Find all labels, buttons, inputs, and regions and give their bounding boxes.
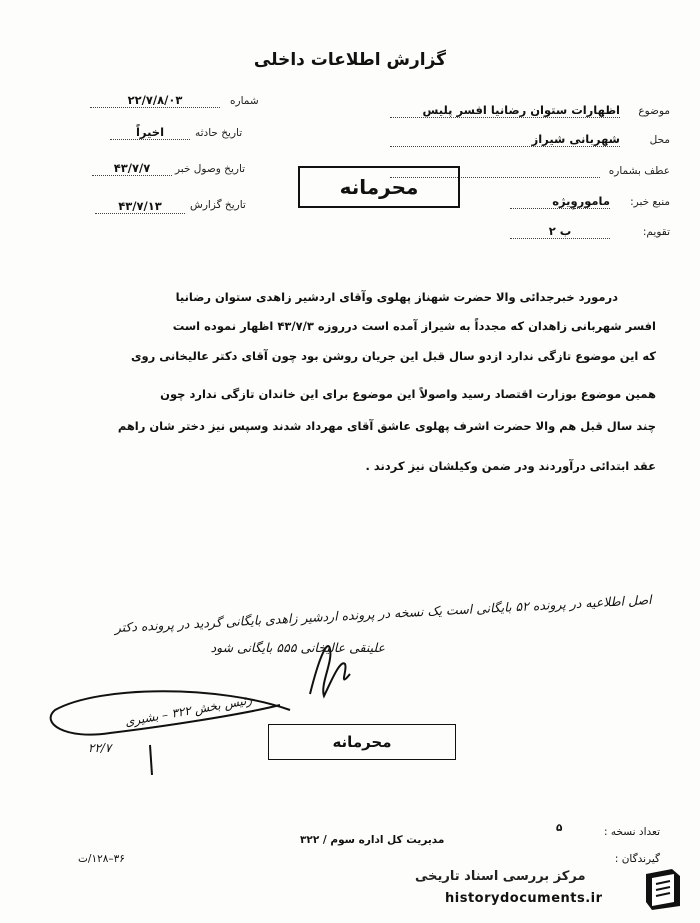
confidential-stamp: محرمانه: [298, 166, 460, 208]
archive-logo-icon: [640, 866, 686, 912]
receipt-date-label: تاریخ وصول خبر: [175, 163, 246, 175]
receipt-date-value: ۴۳/۷/۷: [92, 161, 172, 176]
subject-value: اظهارات ستوان رضانیا افسر پلیس: [390, 103, 620, 118]
number-value: ۲۲/۷/۸/۰۳: [90, 93, 220, 108]
source-value: ماموروِیژه: [510, 194, 610, 209]
subject-label: موضوع: [638, 105, 670, 117]
document-number: ۳۶–۱۲۸/ت: [78, 853, 125, 865]
handwritten-line: علینقی عالیخانی ۵۵۵ بایگانی شود: [210, 640, 385, 655]
confidential-stamp-bottom: محرمانه: [268, 724, 456, 760]
handwritten-line: اصل اطلاعیه در پرونده ۵۲ بایگانی است یک نسخه در پرونده اردشیر زاهدی بایگانی گردید در پرونده دکتر: [114, 592, 653, 636]
copies-label: تعداد نسخه :: [603, 826, 660, 838]
number-label: شماره: [230, 95, 259, 107]
body-line: افسر شهربانی زاهدان که مجدداً به شیراز آمده است درروزه ۴۳/۷/۳ اظهار نموده است: [172, 319, 656, 333]
rating-value: ب ۲: [510, 224, 610, 239]
signature-date: ۲۲/۷: [88, 741, 112, 755]
body-line: عقد ابتدائی درآوردند ودر ضمن وکیلشان نیز کردند .: [365, 459, 656, 473]
report-title: گزارش اطلاعات داخلی: [253, 50, 447, 70]
copies-value: ۵: [556, 822, 563, 834]
watermark-text: مرکز بررسی اسناد تاریخی: [415, 869, 586, 884]
body-line: درمورد خبرجدائی والا حضرت شهناز پهلوی وآقای اردشیر زاهدی ستوان رضانیا: [175, 290, 618, 304]
reference-label: عطف بشماره: [608, 165, 670, 177]
body-line: چند سال قبل هم والا حضرت اشرف پهلوی عاشق آقای مهرداد شدند وسپس نیز دختر شان راهم: [117, 419, 656, 433]
rating-label: تقویم:: [642, 226, 670, 238]
location-value: شهربانی شیراز: [390, 132, 620, 147]
incident-date-value: اخیراً: [110, 125, 190, 140]
recipients-label: گیرندگان :: [614, 853, 660, 865]
body-line: که این موضوع تازگی ندارد ازدو سال قبل این جریان روشن بود چون آقای دکتر عالیخانی روی: [130, 349, 656, 363]
recipient-value: مدیریت کل اداره سوم / ۳۲۲: [300, 834, 445, 846]
watermark-url: historydocuments.ir: [445, 891, 603, 906]
report-date-value: ۴۳/۷/۱۳: [95, 199, 185, 214]
location-label: محل: [649, 134, 670, 146]
signature-text: رئیس بخش ۳۲۲ – بشیری: [123, 692, 253, 729]
report-date-label: تاریخ گزارش: [190, 199, 246, 211]
body-line: همین موضوع بوزارت اقتصاد رسید واصولاً این موضوع برای این خاندان تازگی ندارد چون: [160, 387, 656, 401]
source-label: منبع خبر:: [630, 196, 670, 208]
incident-date-label: تاریخ حادثه: [195, 127, 243, 139]
